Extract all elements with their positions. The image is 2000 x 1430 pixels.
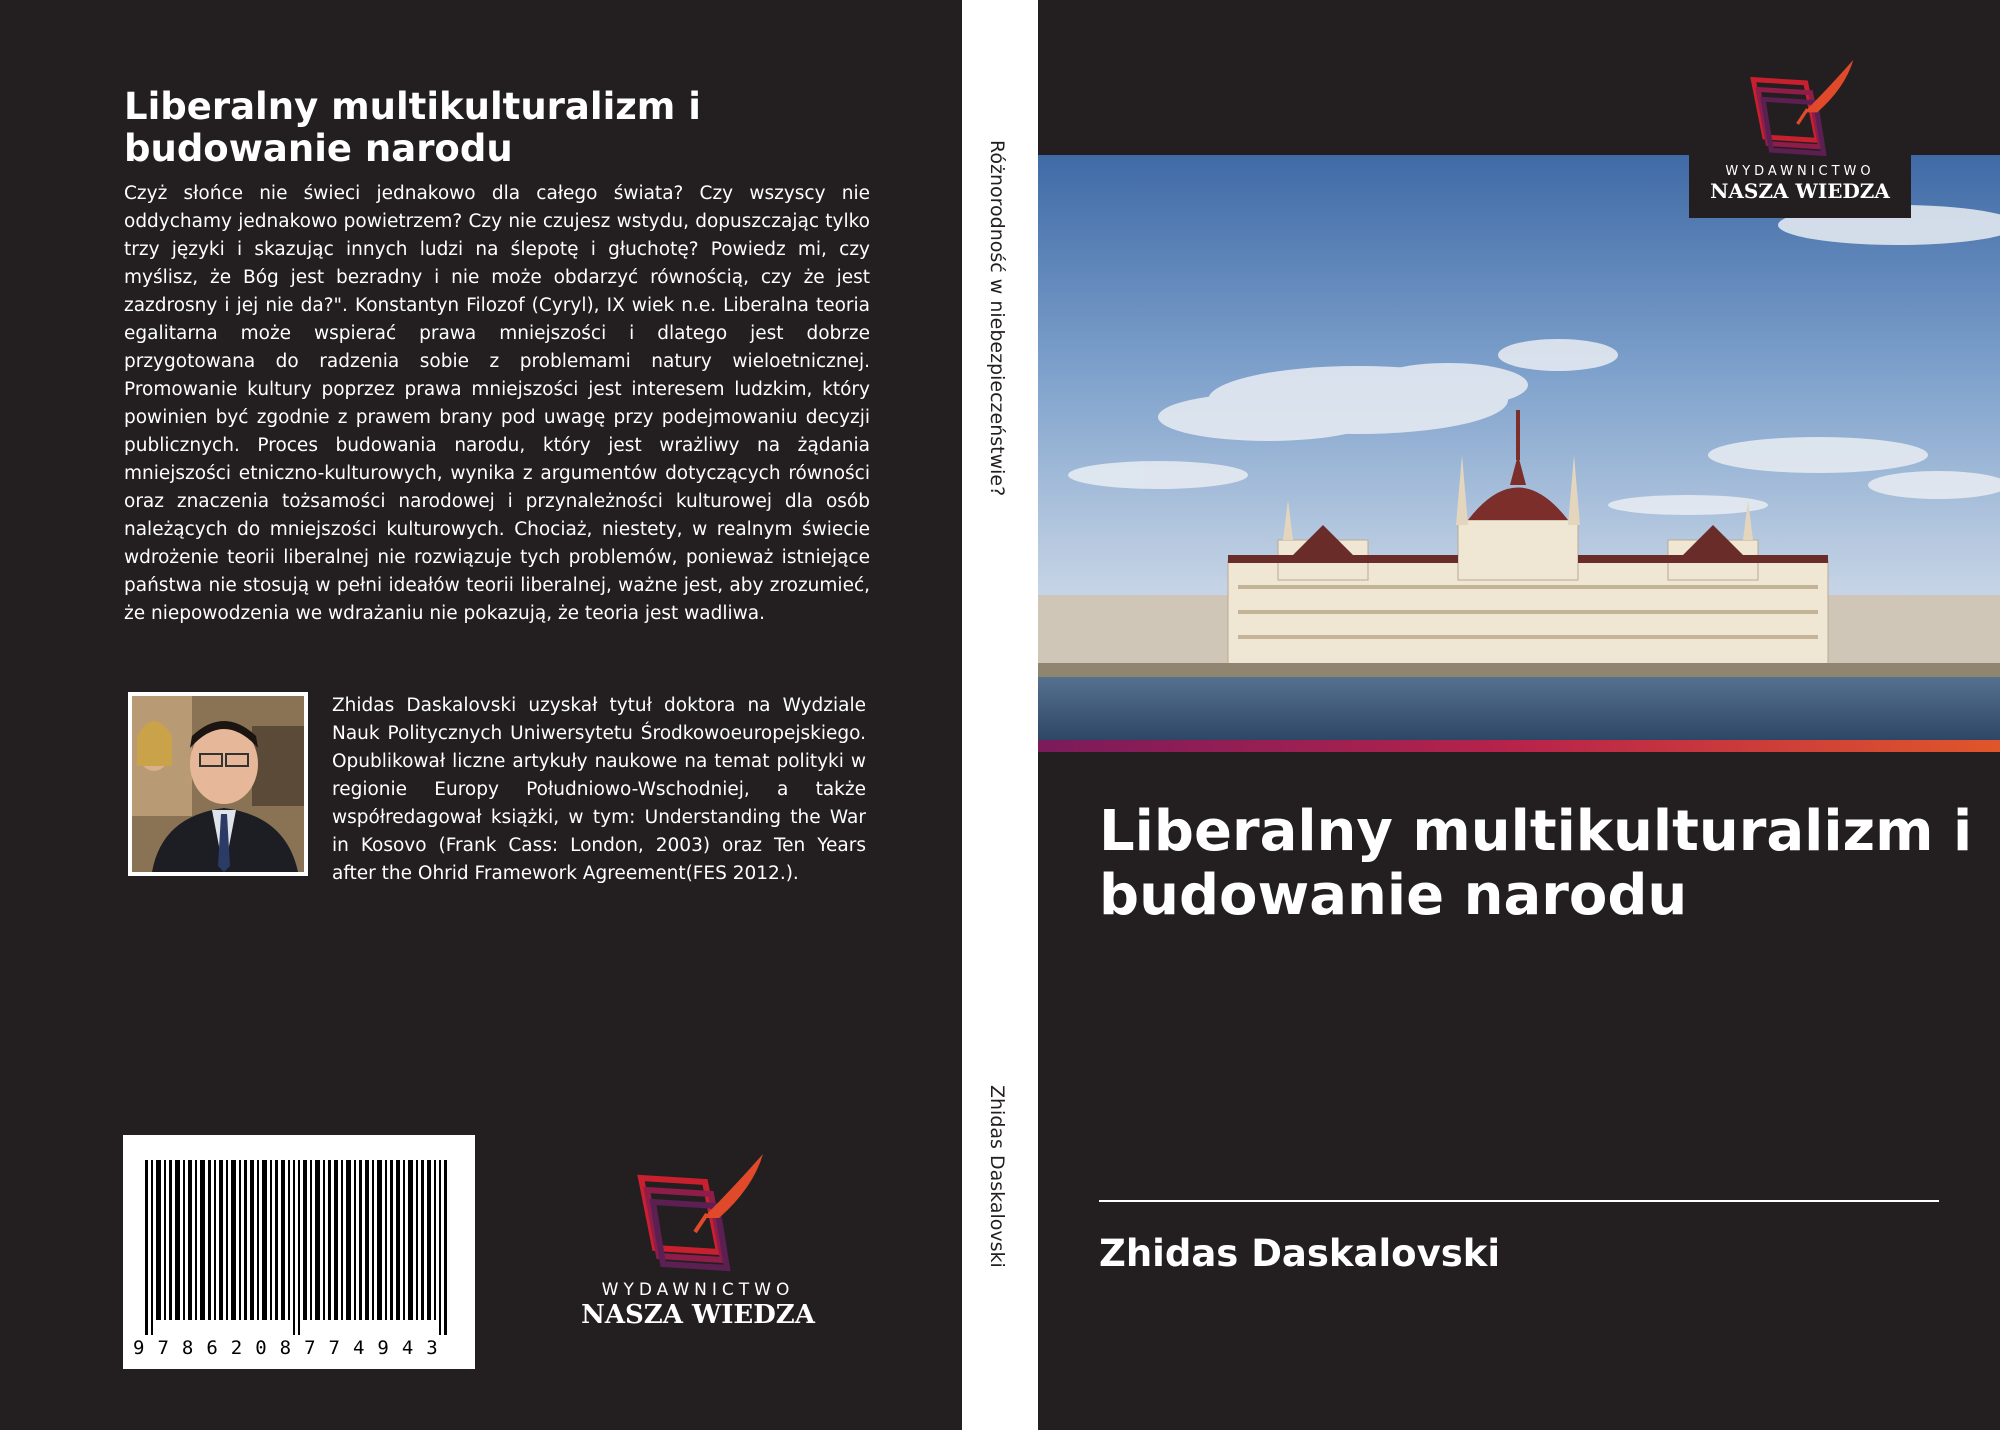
parliament-cover-photo	[1038, 155, 2000, 740]
accent-stripe	[1038, 740, 2000, 752]
spine-title: Różnorodność w niebezpieczeństwie?	[986, 140, 1008, 497]
back-publisher-small: WYDAWNICTWO	[601, 1280, 795, 1300]
author-photo	[128, 692, 308, 876]
front-cover-title: Liberalny multikulturalizm i budowanie narodu	[1099, 799, 1973, 928]
front-publisher-logo	[1689, 55, 1911, 218]
back-publisher-logo	[578, 1148, 818, 1330]
author-bio: Zhidas Daskalovski uzyskał tytuł doktora na Wydziale Nauk Politycznych Uniwersytetu Środkowoeuropejskiego. Opublikował liczne artykuły naukowe na temat polityki w regionie Europy Południowo-Wschodniej, a także współredagował książki, w tym: Understanding the War in Kosovo (Frank Cass: London, 2003) oraz Ten Years after the Ohrid Framework Agreement(FES 2012.).	[332, 695, 866, 884]
back-cover-blurb: Czyż słońce nie świeci jednakowo dla całego świata? Czy wszyscy nie oddychamy jednakowo powietrzem? Czy nie czujesz wstydu, dopuszczając tylko trzy języki i skazując innych ludzi na ślepotę i głuchotę? Powiedz mi, czy myślisz, że Bóg jest bezradny i nie może obdarzyć równością, czy że jest zazdrosny i jej nie da?". Konstantyn Filozof (Cyryl), IX wiek n.e. Liberalna teoria egalitarna może wspierać prawa mniejszości i dlatego jest dobrze przygotowana do radzenia sobie z problemami natury wieloetnicznej. Promowanie kultury poprzez prawa mniejszości jest interesem ludzkim, który powinien być zgodnie z prawem brany pod uwagę przy podejmowaniu decyzji publicznych. Proces budowania narodu, który jest wrażliwy na żądania mniejszości etniczno-kulturowych, wynika z argumentów dotyczących równości oraz znaczenia tożsamości narodowej i przynależności kulturowej dla osób należących do mniejszości kulturowych. Chociaż, niestety, w realnym świecie wdrożenie teorii liberalnej nie rozwiązuje tych problemów, ponieważ istniejące państwa nie stosują w pełni ideałów teorii liberalnej, ważne jest, aby zrozumieć, że niepowodzenia we wdrażaniu nie pokazują, że teoria jest wadliwa.	[124, 183, 870, 624]
book-quill-logo-icon	[1735, 55, 1865, 160]
spine-author: Zhidas Daskalovski	[986, 1085, 1008, 1268]
front-publisher-big: NASZA WIEDZA	[1710, 179, 1890, 203]
author-portrait-image	[132, 696, 304, 872]
book-quill-logo-icon	[623, 1148, 773, 1276]
spine	[962, 0, 1038, 1430]
back-cover-title: Liberalny multikulturalizm i budowanie narodu	[124, 85, 701, 170]
barcode-bars	[123, 1135, 475, 1335]
front-cover	[1038, 0, 2000, 1430]
parliament-building-image	[1038, 155, 2000, 740]
isbn-barcode	[123, 1135, 475, 1369]
back-publisher-big: NASZA WIEDZA	[581, 1300, 815, 1330]
title-divider	[1099, 1200, 1939, 1202]
isbn-number: 9786208774943	[133, 1337, 451, 1359]
front-cover-author: Zhidas Daskalovski	[1099, 1232, 1501, 1275]
back-cover	[0, 0, 962, 1430]
front-publisher-small: WYDAWNICTWO	[1725, 164, 1875, 179]
